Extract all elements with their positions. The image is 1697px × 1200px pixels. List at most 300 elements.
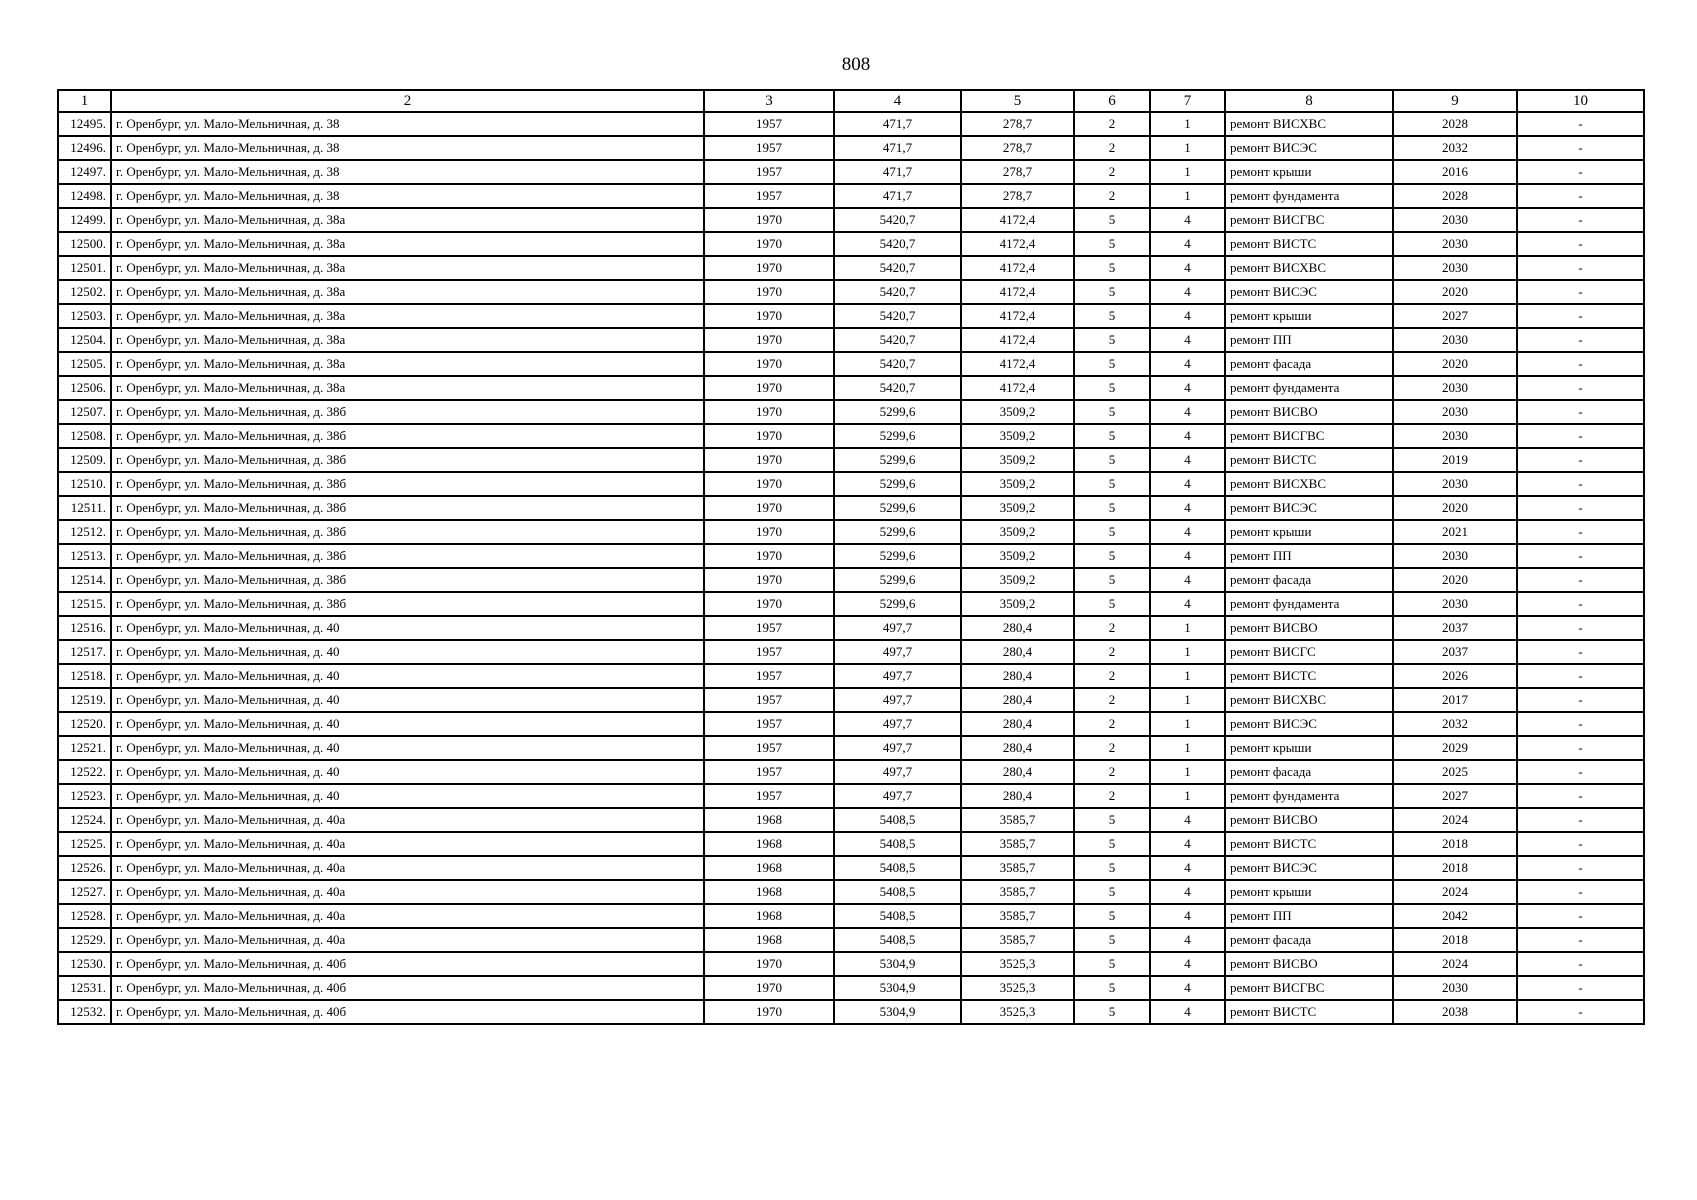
cell-note: - bbox=[1517, 760, 1644, 784]
table-row bbox=[58, 760, 1644, 784]
cell-planned-year: 2030 bbox=[1393, 592, 1517, 616]
cell-row-number: 12502. bbox=[58, 280, 111, 304]
cell-address: г. Оренбург, ул. Мало-Мельничная, д. 38а bbox=[111, 256, 704, 280]
cell-row-number: 12520. bbox=[58, 712, 111, 736]
cell-address: г. Оренбург, ул. Мало-Мельничная, д. 38 bbox=[111, 184, 704, 208]
cell-address: г. Оренбург, ул. Мало-Мельничная, д. 38б bbox=[111, 520, 704, 544]
cell-entrances: 4 bbox=[1150, 256, 1225, 280]
cell-row-number: 12505. bbox=[58, 352, 111, 376]
cell-row-number: 12501. bbox=[58, 256, 111, 280]
cell-build-year: 1970 bbox=[704, 952, 834, 976]
table-row bbox=[58, 784, 1644, 808]
cell-floors: 5 bbox=[1074, 496, 1150, 520]
cell-living-area: 4172,4 bbox=[961, 208, 1074, 232]
cell-row-number: 12518. bbox=[58, 664, 111, 688]
cell-living-area: 4172,4 bbox=[961, 352, 1074, 376]
cell-entrances: 4 bbox=[1150, 832, 1225, 856]
table-header-row bbox=[58, 90, 1644, 112]
cell-planned-year: 2017 bbox=[1393, 688, 1517, 712]
cell-living-area: 3509,2 bbox=[961, 544, 1074, 568]
cell-entrances: 4 bbox=[1150, 976, 1225, 1000]
cell-entrances: 4 bbox=[1150, 928, 1225, 952]
cell-entrances: 4 bbox=[1150, 568, 1225, 592]
cell-floors: 2 bbox=[1074, 112, 1150, 136]
cell-address: г. Оренбург, ул. Мало-Мельничная, д. 38б bbox=[111, 448, 704, 472]
cell-floors: 5 bbox=[1074, 880, 1150, 904]
cell-row-number: 12531. bbox=[58, 976, 111, 1000]
cell-note: - bbox=[1517, 640, 1644, 664]
table-row bbox=[58, 400, 1644, 424]
cell-build-year: 1957 bbox=[704, 736, 834, 760]
cell-build-year: 1970 bbox=[704, 280, 834, 304]
cell-floors: 5 bbox=[1074, 448, 1150, 472]
cell-row-number: 12504. bbox=[58, 328, 111, 352]
cell-address: г. Оренбург, ул. Мало-Мельничная, д. 38б bbox=[111, 400, 704, 424]
table-row bbox=[58, 544, 1644, 568]
cell-living-area: 280,4 bbox=[961, 784, 1074, 808]
cell-total-area: 5420,7 bbox=[834, 280, 961, 304]
cell-address: г. Оренбург, ул. Мало-Мельничная, д. 38а bbox=[111, 304, 704, 328]
cell-work-type: ремонт крыши bbox=[1225, 520, 1393, 544]
cell-floors: 5 bbox=[1074, 376, 1150, 400]
column-header: 4 bbox=[834, 90, 961, 112]
cell-work-type: ремонт ВИСТС bbox=[1225, 1000, 1393, 1024]
cell-total-area: 5299,6 bbox=[834, 472, 961, 496]
cell-address: г. Оренбург, ул. Мало-Мельничная, д. 40а bbox=[111, 928, 704, 952]
cell-total-area: 497,7 bbox=[834, 712, 961, 736]
cell-planned-year: 2026 bbox=[1393, 664, 1517, 688]
cell-total-area: 5299,6 bbox=[834, 568, 961, 592]
cell-work-type: ремонт ПП bbox=[1225, 544, 1393, 568]
column-header: 8 bbox=[1225, 90, 1393, 112]
table-row bbox=[58, 712, 1644, 736]
cell-living-area: 280,4 bbox=[961, 640, 1074, 664]
cell-planned-year: 2025 bbox=[1393, 760, 1517, 784]
cell-planned-year: 2018 bbox=[1393, 928, 1517, 952]
cell-living-area: 278,7 bbox=[961, 136, 1074, 160]
cell-floors: 5 bbox=[1074, 904, 1150, 928]
cell-living-area: 280,4 bbox=[961, 664, 1074, 688]
cell-floors: 5 bbox=[1074, 400, 1150, 424]
cell-address: г. Оренбург, ул. Мало-Мельничная, д. 38б bbox=[111, 544, 704, 568]
cell-build-year: 1970 bbox=[704, 568, 834, 592]
cell-living-area: 3585,7 bbox=[961, 856, 1074, 880]
cell-floors: 2 bbox=[1074, 616, 1150, 640]
table-row bbox=[58, 304, 1644, 328]
cell-entrances: 4 bbox=[1150, 496, 1225, 520]
cell-floors: 5 bbox=[1074, 256, 1150, 280]
cell-total-area: 497,7 bbox=[834, 760, 961, 784]
cell-address: г. Оренбург, ул. Мало-Мельничная, д. 40 bbox=[111, 760, 704, 784]
cell-build-year: 1970 bbox=[704, 352, 834, 376]
cell-note: - bbox=[1517, 184, 1644, 208]
cell-entrances: 4 bbox=[1150, 952, 1225, 976]
cell-address: г. Оренбург, ул. Мало-Мельничная, д. 40 bbox=[111, 688, 704, 712]
cell-total-area: 5304,9 bbox=[834, 1000, 961, 1024]
cell-note: - bbox=[1517, 808, 1644, 832]
cell-build-year: 1957 bbox=[704, 160, 834, 184]
cell-note: - bbox=[1517, 928, 1644, 952]
cell-row-number: 12495. bbox=[58, 112, 111, 136]
cell-note: - bbox=[1517, 448, 1644, 472]
cell-entrances: 4 bbox=[1150, 880, 1225, 904]
cell-work-type: ремонт крыши bbox=[1225, 736, 1393, 760]
table-row bbox=[58, 496, 1644, 520]
cell-living-area: 3525,3 bbox=[961, 1000, 1074, 1024]
table-row bbox=[58, 856, 1644, 880]
cell-build-year: 1957 bbox=[704, 664, 834, 688]
cell-work-type: ремонт ПП bbox=[1225, 328, 1393, 352]
cell-row-number: 12516. bbox=[58, 616, 111, 640]
cell-note: - bbox=[1517, 664, 1644, 688]
cell-address: г. Оренбург, ул. Мало-Мельничная, д. 38а bbox=[111, 280, 704, 304]
cell-work-type: ремонт фундамента bbox=[1225, 784, 1393, 808]
table-body bbox=[58, 112, 1644, 1024]
column-header: 7 bbox=[1150, 90, 1225, 112]
cell-row-number: 12517. bbox=[58, 640, 111, 664]
cell-total-area: 471,7 bbox=[834, 160, 961, 184]
cell-entrances: 4 bbox=[1150, 544, 1225, 568]
cell-build-year: 1970 bbox=[704, 448, 834, 472]
cell-total-area: 5408,5 bbox=[834, 904, 961, 928]
cell-planned-year: 2016 bbox=[1393, 160, 1517, 184]
cell-address: г. Оренбург, ул. Мало-Мельничная, д. 40б bbox=[111, 1000, 704, 1024]
cell-entrances: 4 bbox=[1150, 808, 1225, 832]
cell-living-area: 3509,2 bbox=[961, 472, 1074, 496]
cell-build-year: 1968 bbox=[704, 832, 834, 856]
cell-row-number: 12499. bbox=[58, 208, 111, 232]
cell-floors: 2 bbox=[1074, 784, 1150, 808]
cell-note: - bbox=[1517, 160, 1644, 184]
cell-note: - bbox=[1517, 736, 1644, 760]
cell-build-year: 1957 bbox=[704, 784, 834, 808]
cell-planned-year: 2042 bbox=[1393, 904, 1517, 928]
cell-row-number: 12512. bbox=[58, 520, 111, 544]
column-header: 3 bbox=[704, 90, 834, 112]
cell-address: г. Оренбург, ул. Мало-Мельничная, д. 40а bbox=[111, 904, 704, 928]
cell-living-area: 3585,7 bbox=[961, 880, 1074, 904]
cell-planned-year: 2038 bbox=[1393, 1000, 1517, 1024]
cell-address: г. Оренбург, ул. Мало-Мельничная, д. 40 bbox=[111, 640, 704, 664]
cell-address: г. Оренбург, ул. Мало-Мельничная, д. 40б bbox=[111, 976, 704, 1000]
cell-floors: 2 bbox=[1074, 736, 1150, 760]
cell-work-type: ремонт ВИСГВС bbox=[1225, 976, 1393, 1000]
table-row bbox=[58, 568, 1644, 592]
table-row bbox=[58, 352, 1644, 376]
table-row bbox=[58, 424, 1644, 448]
cell-work-type: ремонт крыши bbox=[1225, 160, 1393, 184]
cell-row-number: 12506. bbox=[58, 376, 111, 400]
cell-row-number: 12510. bbox=[58, 472, 111, 496]
cell-floors: 2 bbox=[1074, 136, 1150, 160]
cell-note: - bbox=[1517, 976, 1644, 1000]
cell-work-type: ремонт ВИСЭС bbox=[1225, 136, 1393, 160]
cell-note: - bbox=[1517, 616, 1644, 640]
cell-note: - bbox=[1517, 568, 1644, 592]
cell-floors: 5 bbox=[1074, 1000, 1150, 1024]
table-row bbox=[58, 136, 1644, 160]
cell-planned-year: 2030 bbox=[1393, 256, 1517, 280]
cell-note: - bbox=[1517, 952, 1644, 976]
cell-build-year: 1957 bbox=[704, 640, 834, 664]
cell-planned-year: 2018 bbox=[1393, 856, 1517, 880]
cell-living-area: 3509,2 bbox=[961, 448, 1074, 472]
cell-note: - bbox=[1517, 544, 1644, 568]
cell-entrances: 4 bbox=[1150, 352, 1225, 376]
cell-entrances: 1 bbox=[1150, 760, 1225, 784]
cell-floors: 5 bbox=[1074, 232, 1150, 256]
cell-total-area: 5420,7 bbox=[834, 352, 961, 376]
cell-planned-year: 2030 bbox=[1393, 232, 1517, 256]
cell-note: - bbox=[1517, 688, 1644, 712]
cell-living-area: 280,4 bbox=[961, 616, 1074, 640]
cell-entrances: 1 bbox=[1150, 112, 1225, 136]
cell-total-area: 5420,7 bbox=[834, 232, 961, 256]
cell-planned-year: 2032 bbox=[1393, 136, 1517, 160]
cell-planned-year: 2029 bbox=[1393, 736, 1517, 760]
cell-note: - bbox=[1517, 880, 1644, 904]
cell-row-number: 12515. bbox=[58, 592, 111, 616]
cell-row-number: 12514. bbox=[58, 568, 111, 592]
cell-entrances: 1 bbox=[1150, 616, 1225, 640]
cell-total-area: 5299,6 bbox=[834, 592, 961, 616]
cell-entrances: 1 bbox=[1150, 640, 1225, 664]
cell-floors: 2 bbox=[1074, 640, 1150, 664]
cell-note: - bbox=[1517, 592, 1644, 616]
cell-total-area: 5299,6 bbox=[834, 544, 961, 568]
cell-entrances: 4 bbox=[1150, 376, 1225, 400]
cell-planned-year: 2032 bbox=[1393, 712, 1517, 736]
cell-planned-year: 2030 bbox=[1393, 424, 1517, 448]
cell-entrances: 4 bbox=[1150, 208, 1225, 232]
cell-build-year: 1957 bbox=[704, 184, 834, 208]
cell-entrances: 4 bbox=[1150, 1000, 1225, 1024]
cell-note: - bbox=[1517, 376, 1644, 400]
cell-build-year: 1970 bbox=[704, 520, 834, 544]
cell-build-year: 1957 bbox=[704, 688, 834, 712]
cell-note: - bbox=[1517, 400, 1644, 424]
cell-note: - bbox=[1517, 520, 1644, 544]
cell-entrances: 1 bbox=[1150, 160, 1225, 184]
cell-work-type: ремонт ВИСТС bbox=[1225, 664, 1393, 688]
cell-total-area: 5299,6 bbox=[834, 424, 961, 448]
cell-floors: 5 bbox=[1074, 208, 1150, 232]
cell-note: - bbox=[1517, 304, 1644, 328]
cell-address: г. Оренбург, ул. Мало-Мельничная, д. 40 bbox=[111, 784, 704, 808]
cell-address: г. Оренбург, ул. Мало-Мельничная, д. 40 bbox=[111, 616, 704, 640]
cell-address: г. Оренбург, ул. Мало-Мельничная, д. 38б bbox=[111, 472, 704, 496]
cell-note: - bbox=[1517, 232, 1644, 256]
cell-build-year: 1970 bbox=[704, 1000, 834, 1024]
cell-entrances: 1 bbox=[1150, 688, 1225, 712]
cell-living-area: 280,4 bbox=[961, 736, 1074, 760]
cell-address: г. Оренбург, ул. Мало-Мельничная, д. 38 bbox=[111, 136, 704, 160]
cell-living-area: 3509,2 bbox=[961, 400, 1074, 424]
cell-row-number: 12508. bbox=[58, 424, 111, 448]
cell-note: - bbox=[1517, 256, 1644, 280]
cell-address: г. Оренбург, ул. Мало-Мельничная, д. 38а bbox=[111, 376, 704, 400]
cell-work-type: ремонт ВИСХВС bbox=[1225, 688, 1393, 712]
cell-work-type: ремонт крыши bbox=[1225, 880, 1393, 904]
cell-row-number: 12530. bbox=[58, 952, 111, 976]
cell-living-area: 3585,7 bbox=[961, 808, 1074, 832]
cell-planned-year: 2030 bbox=[1393, 544, 1517, 568]
cell-build-year: 1970 bbox=[704, 376, 834, 400]
cell-total-area: 471,7 bbox=[834, 112, 961, 136]
table-row bbox=[58, 1000, 1644, 1024]
cell-work-type: ремонт ВИСЭС bbox=[1225, 712, 1393, 736]
cell-total-area: 5408,5 bbox=[834, 808, 961, 832]
cell-planned-year: 2030 bbox=[1393, 376, 1517, 400]
cell-build-year: 1970 bbox=[704, 544, 834, 568]
cell-planned-year: 2024 bbox=[1393, 808, 1517, 832]
column-header: 2 bbox=[111, 90, 704, 112]
cell-build-year: 1968 bbox=[704, 880, 834, 904]
cell-address: г. Оренбург, ул. Мало-Мельничная, д. 38 bbox=[111, 112, 704, 136]
cell-planned-year: 2028 bbox=[1393, 184, 1517, 208]
cell-entrances: 1 bbox=[1150, 712, 1225, 736]
table-row bbox=[58, 208, 1644, 232]
cell-total-area: 497,7 bbox=[834, 784, 961, 808]
cell-total-area: 497,7 bbox=[834, 736, 961, 760]
cell-total-area: 5420,7 bbox=[834, 376, 961, 400]
cell-living-area: 4172,4 bbox=[961, 280, 1074, 304]
cell-planned-year: 2030 bbox=[1393, 400, 1517, 424]
table-row bbox=[58, 640, 1644, 664]
cell-address: г. Оренбург, ул. Мало-Мельничная, д. 40а bbox=[111, 808, 704, 832]
cell-entrances: 4 bbox=[1150, 232, 1225, 256]
cell-note: - bbox=[1517, 112, 1644, 136]
cell-note: - bbox=[1517, 136, 1644, 160]
cell-entrances: 1 bbox=[1150, 664, 1225, 688]
table-row bbox=[58, 184, 1644, 208]
cell-work-type: ремонт ВИСВО bbox=[1225, 400, 1393, 424]
cell-floors: 2 bbox=[1074, 664, 1150, 688]
cell-row-number: 12521. bbox=[58, 736, 111, 760]
cell-address: г. Оренбург, ул. Мало-Мельничная, д. 38а bbox=[111, 352, 704, 376]
cell-row-number: 12496. bbox=[58, 136, 111, 160]
cell-planned-year: 2030 bbox=[1393, 328, 1517, 352]
cell-note: - bbox=[1517, 712, 1644, 736]
table-row bbox=[58, 232, 1644, 256]
cell-work-type: ремонт ВИСГС bbox=[1225, 640, 1393, 664]
cell-planned-year: 2030 bbox=[1393, 208, 1517, 232]
table-row bbox=[58, 256, 1644, 280]
cell-address: г. Оренбург, ул. Мало-Мельничная, д. 40а bbox=[111, 832, 704, 856]
cell-build-year: 1970 bbox=[704, 592, 834, 616]
cell-living-area: 3585,7 bbox=[961, 928, 1074, 952]
cell-work-type: ремонт ВИСЭС bbox=[1225, 856, 1393, 880]
cell-planned-year: 2020 bbox=[1393, 496, 1517, 520]
cell-note: - bbox=[1517, 208, 1644, 232]
cell-address: г. Оренбург, ул. Мало-Мельничная, д. 40а bbox=[111, 856, 704, 880]
cell-living-area: 3509,2 bbox=[961, 424, 1074, 448]
column-header: 6 bbox=[1074, 90, 1150, 112]
cell-note: - bbox=[1517, 904, 1644, 928]
table-row bbox=[58, 880, 1644, 904]
table-row bbox=[58, 472, 1644, 496]
cell-row-number: 12500. bbox=[58, 232, 111, 256]
cell-living-area: 3585,7 bbox=[961, 832, 1074, 856]
cell-entrances: 4 bbox=[1150, 448, 1225, 472]
cell-total-area: 5420,7 bbox=[834, 304, 961, 328]
cell-floors: 5 bbox=[1074, 832, 1150, 856]
cell-work-type: ремонт фасада bbox=[1225, 760, 1393, 784]
cell-entrances: 4 bbox=[1150, 328, 1225, 352]
cell-living-area: 280,4 bbox=[961, 760, 1074, 784]
table-row bbox=[58, 280, 1644, 304]
table-row bbox=[58, 328, 1644, 352]
cell-work-type: ремонт ВИСЭС bbox=[1225, 280, 1393, 304]
cell-work-type: ремонт ВИСХВС bbox=[1225, 472, 1393, 496]
table-row bbox=[58, 112, 1644, 136]
cell-planned-year: 2024 bbox=[1393, 952, 1517, 976]
cell-work-type: ремонт ВИСХВС bbox=[1225, 112, 1393, 136]
cell-work-type: ремонт ВИСТС bbox=[1225, 232, 1393, 256]
cell-work-type: ремонт фасада bbox=[1225, 352, 1393, 376]
cell-total-area: 497,7 bbox=[834, 688, 961, 712]
cell-planned-year: 2024 bbox=[1393, 880, 1517, 904]
table-row bbox=[58, 376, 1644, 400]
cell-total-area: 5299,6 bbox=[834, 520, 961, 544]
cell-row-number: 12527. bbox=[58, 880, 111, 904]
cell-row-number: 12529. bbox=[58, 928, 111, 952]
repair-schedule-table bbox=[57, 89, 1645, 1025]
table-row bbox=[58, 928, 1644, 952]
cell-note: - bbox=[1517, 328, 1644, 352]
cell-floors: 2 bbox=[1074, 688, 1150, 712]
cell-floors: 5 bbox=[1074, 976, 1150, 1000]
cell-note: - bbox=[1517, 424, 1644, 448]
cell-living-area: 3509,2 bbox=[961, 520, 1074, 544]
cell-work-type: ремонт ВИСВО bbox=[1225, 952, 1393, 976]
cell-planned-year: 2019 bbox=[1393, 448, 1517, 472]
cell-address: г. Оренбург, ул. Мало-Мельничная, д. 38б bbox=[111, 592, 704, 616]
cell-row-number: 12519. bbox=[58, 688, 111, 712]
table-row bbox=[58, 832, 1644, 856]
cell-row-number: 12526. bbox=[58, 856, 111, 880]
cell-living-area: 3525,3 bbox=[961, 976, 1074, 1000]
cell-living-area: 4172,4 bbox=[961, 304, 1074, 328]
cell-address: г. Оренбург, ул. Мало-Мельничная, д. 38 bbox=[111, 160, 704, 184]
cell-planned-year: 2037 bbox=[1393, 616, 1517, 640]
cell-build-year: 1957 bbox=[704, 136, 834, 160]
cell-row-number: 12513. bbox=[58, 544, 111, 568]
column-header: 1 bbox=[58, 90, 111, 112]
table-row bbox=[58, 904, 1644, 928]
cell-entrances: 4 bbox=[1150, 424, 1225, 448]
cell-living-area: 3509,2 bbox=[961, 496, 1074, 520]
cell-build-year: 1970 bbox=[704, 496, 834, 520]
cell-row-number: 12528. bbox=[58, 904, 111, 928]
cell-row-number: 12498. bbox=[58, 184, 111, 208]
cell-entrances: 1 bbox=[1150, 184, 1225, 208]
cell-living-area: 278,7 bbox=[961, 160, 1074, 184]
cell-build-year: 1970 bbox=[704, 232, 834, 256]
cell-planned-year: 2027 bbox=[1393, 304, 1517, 328]
cell-total-area: 5420,7 bbox=[834, 328, 961, 352]
table-row bbox=[58, 160, 1644, 184]
cell-floors: 5 bbox=[1074, 544, 1150, 568]
cell-build-year: 1957 bbox=[704, 760, 834, 784]
cell-note: - bbox=[1517, 496, 1644, 520]
cell-work-type: ремонт ВИСТС bbox=[1225, 448, 1393, 472]
page-number: 808 bbox=[841, 54, 871, 75]
cell-planned-year: 2028 bbox=[1393, 112, 1517, 136]
column-header: 9 bbox=[1393, 90, 1517, 112]
cell-note: - bbox=[1517, 856, 1644, 880]
table-row bbox=[58, 616, 1644, 640]
